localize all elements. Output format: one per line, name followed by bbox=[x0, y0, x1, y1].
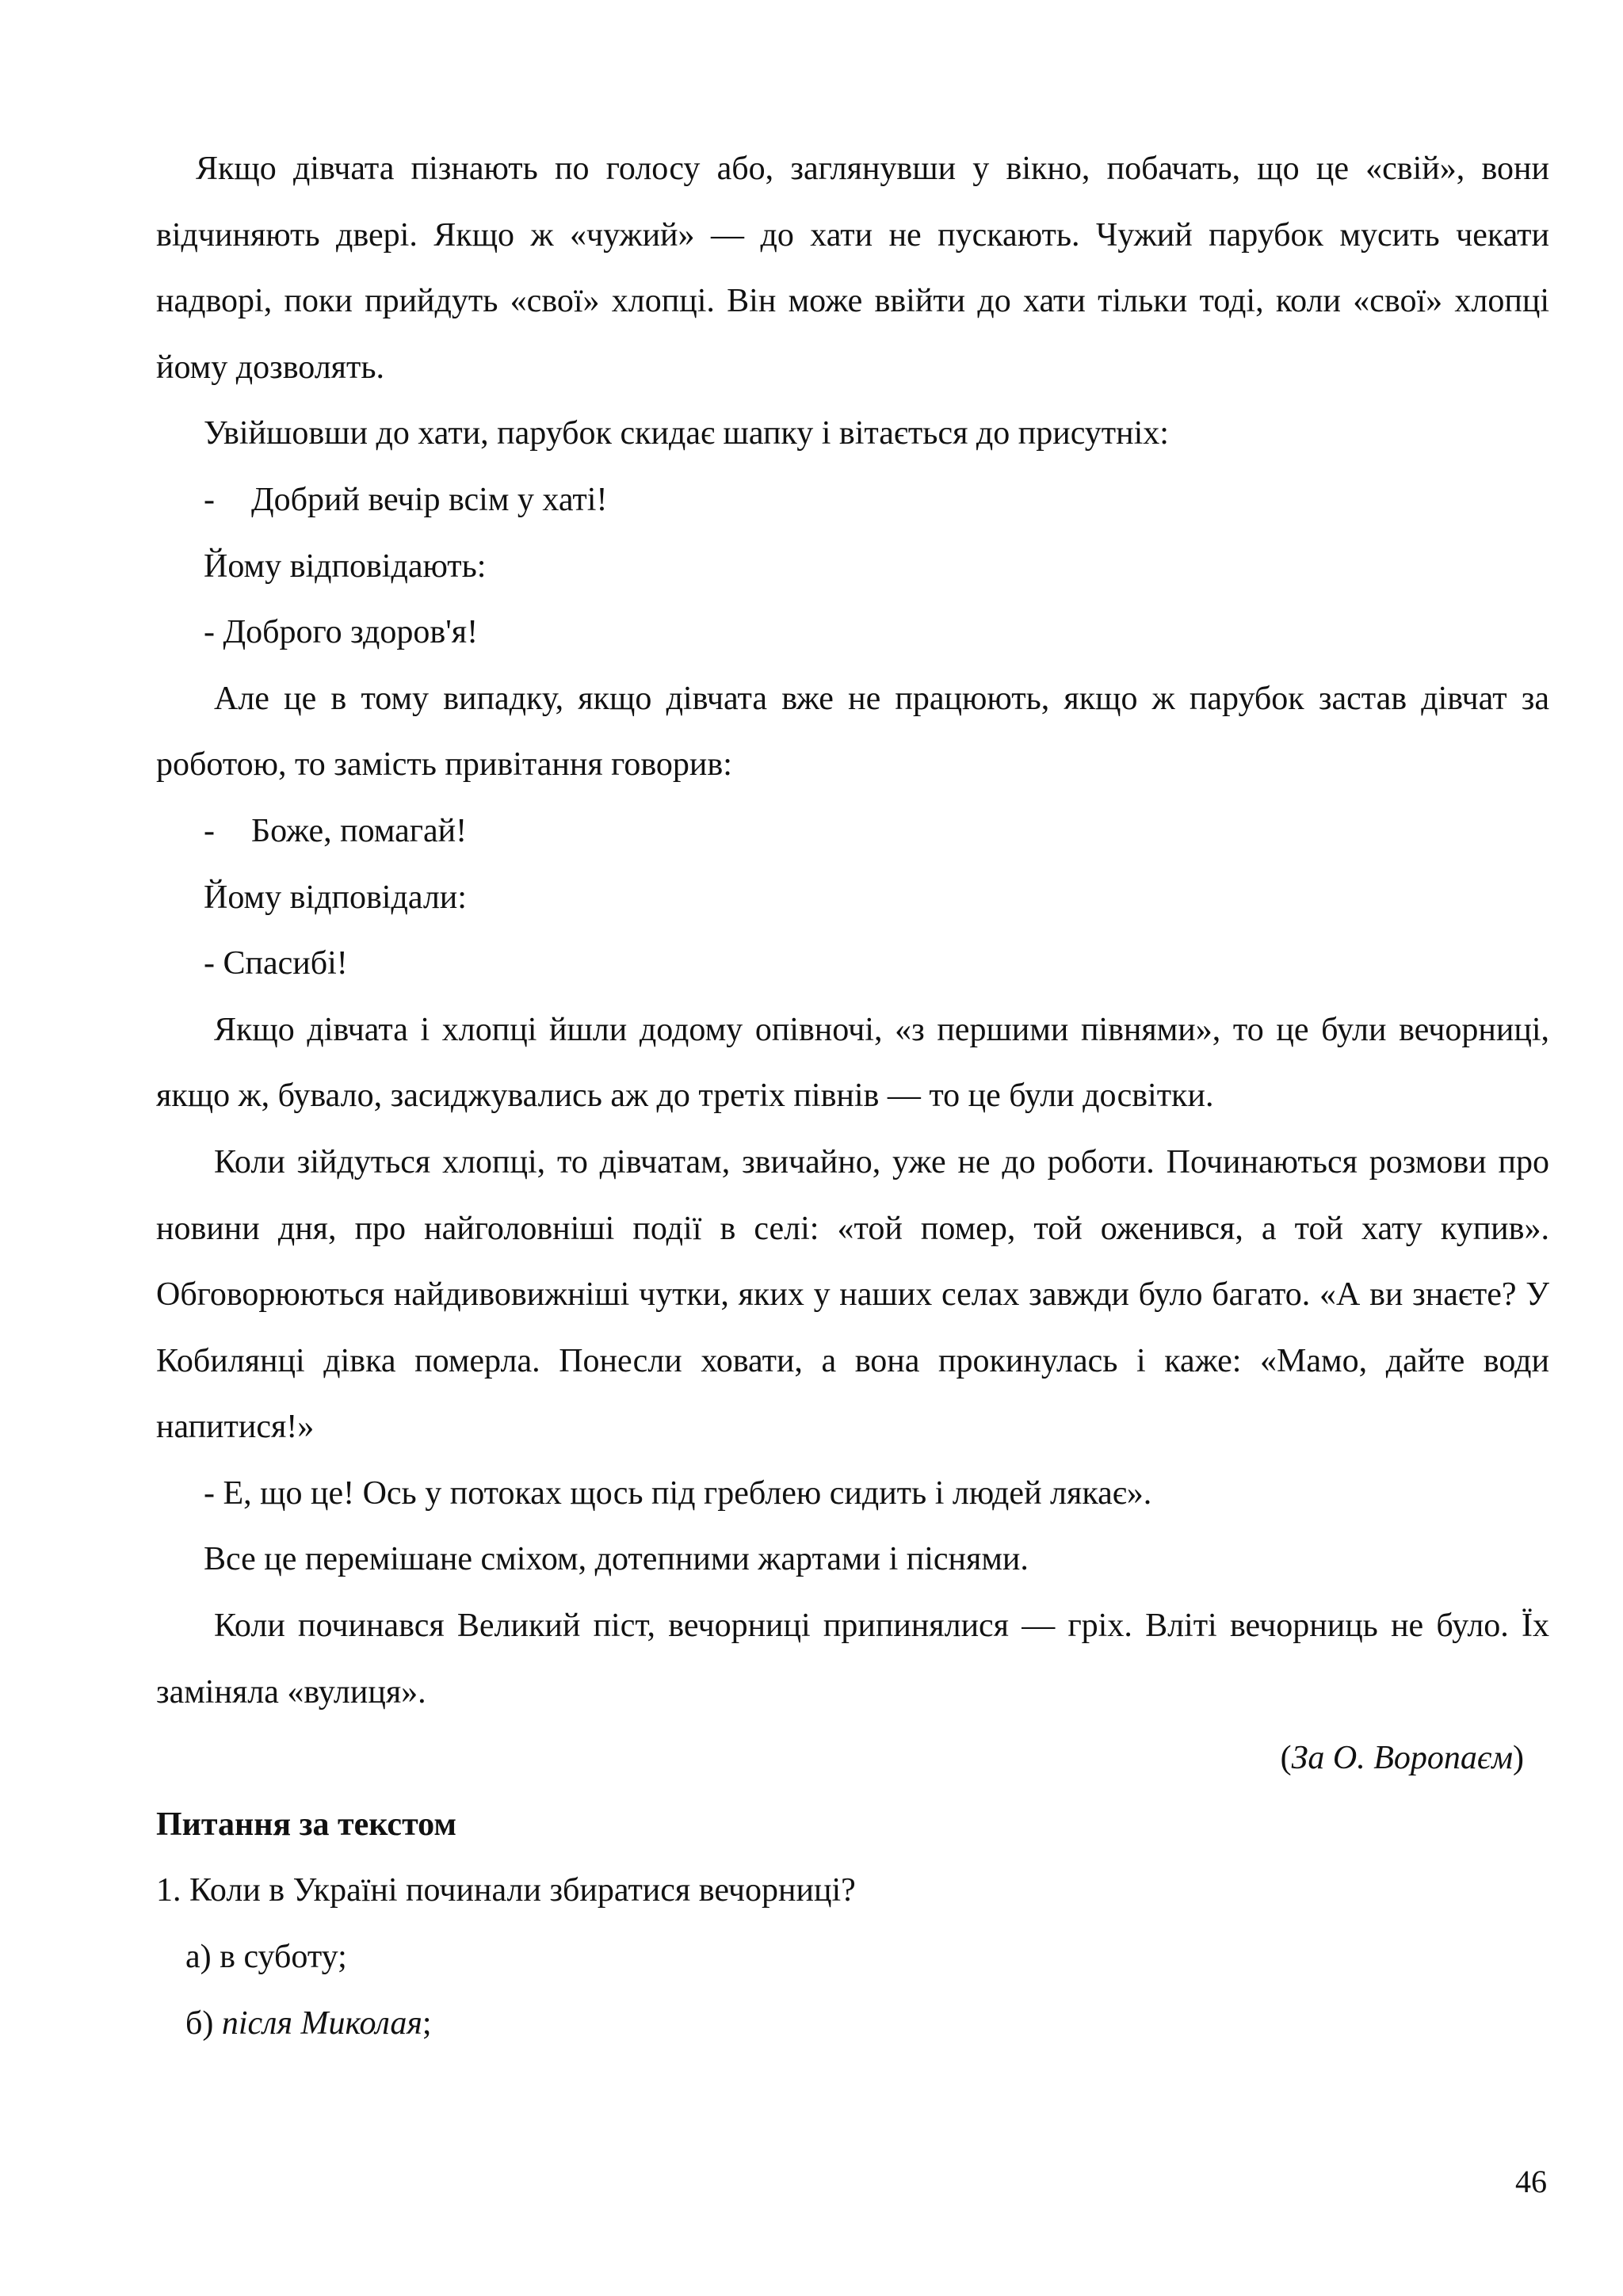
source-author: За О. Воропаєм bbox=[1291, 1740, 1513, 1777]
dialogue-dash: - bbox=[204, 481, 215, 518]
source-attribution bbox=[156, 1726, 1549, 1792]
source-close-paren: ) bbox=[1513, 1740, 1524, 1777]
paragraph-12: Коли починався Великий піст, вечорниці припинялися — гріх. Вліті вечорниць не було. Їх заміняла «вулиця». bbox=[156, 1608, 1549, 1711]
option-b-label: б) bbox=[185, 2004, 222, 2042]
paragraph-6: Йому відповідали: bbox=[204, 879, 467, 916]
paragraph-7: - Спасибі! bbox=[204, 945, 348, 982]
answer-option-a bbox=[156, 1924, 1549, 1991]
paragraph-10: - Е, що це! Ось у потоках щось під греблею сидить і людей лякає». bbox=[204, 1474, 1152, 1512]
dialogue-line-1 bbox=[156, 467, 1549, 534]
source-open-paren: ( bbox=[1280, 1740, 1292, 1777]
questions-heading: Питання за текстом bbox=[156, 1806, 456, 1843]
dialogue-text: Добрий вечір всім у хаті! bbox=[251, 481, 608, 518]
document-page bbox=[156, 136, 1549, 2057]
paragraph-1: Якщо дівчата пізнають по голосу або, заглянувши у вікно, побачать, що це «свій», вони відчиняють двері. Якщо ж «чужий» — до хати не пускають. Чужий парубок мусить чекати надворі, поки прийдуть «свої» хлопці. Він може ввійти до хати тільки тоді, коли «свої» хлопці йому дозволять. bbox=[156, 151, 1549, 386]
dialogue-text: Боже, помагай! bbox=[251, 812, 468, 849]
page-number: 46 bbox=[1515, 2164, 1547, 2199]
paragraph-8: Якщо дівчата і хлопці йшли додому опівночі, «з першими півнями», то це були вечорниці, якщо ж, бувало, засиджувались аж до третіх півнів — то це були досвітки. bbox=[156, 1011, 1549, 1115]
paragraph-11: Все це перемішане сміхом, дотепними жартами і піснями. bbox=[204, 1541, 1029, 1578]
dialogue-dash: - bbox=[204, 812, 215, 849]
paragraph-5: Але це в тому випадку, якщо дівчата вже не працюють, якщо ж парубок застав дівчат за роботою, то замість привітання говорив: bbox=[156, 680, 1549, 784]
paragraph-9: Коли зійдуться хлопці, то дівчатам, звичайно, уже не до роботи. Починаються розмови про новини дня, про найголовніші події в селі: «той помер, той оженився, а той хату купив». Обговорюються найдивовижніші чутки, яких у наших селах завжди було багато. «А ви знаєте? У Кобилянці дівка померла. Понесли ховати, а вона прокинулась і каже: «Мамо, дайте води напитися!» bbox=[156, 1143, 1549, 1446]
paragraph-2: Увійшовши до хати, парубок скидає шапку і вітається до присутніх: bbox=[204, 415, 1169, 452]
option-a-text: в суботу; bbox=[220, 1939, 347, 1976]
dialogue-line-2 bbox=[156, 799, 1549, 865]
option-b-text: після Миколая bbox=[221, 2004, 422, 2042]
paragraph-3: Йому відповідають: bbox=[204, 547, 487, 585]
option-b-end: ; bbox=[422, 2004, 432, 2042]
question-1: 1. Коли в Україні починали збиратися вечорниці? bbox=[156, 1872, 856, 1909]
option-a-label: а) bbox=[185, 1939, 220, 1976]
answer-option-b bbox=[156, 1991, 1549, 2058]
paragraph-4: - Доброго здоров'я! bbox=[204, 614, 479, 651]
